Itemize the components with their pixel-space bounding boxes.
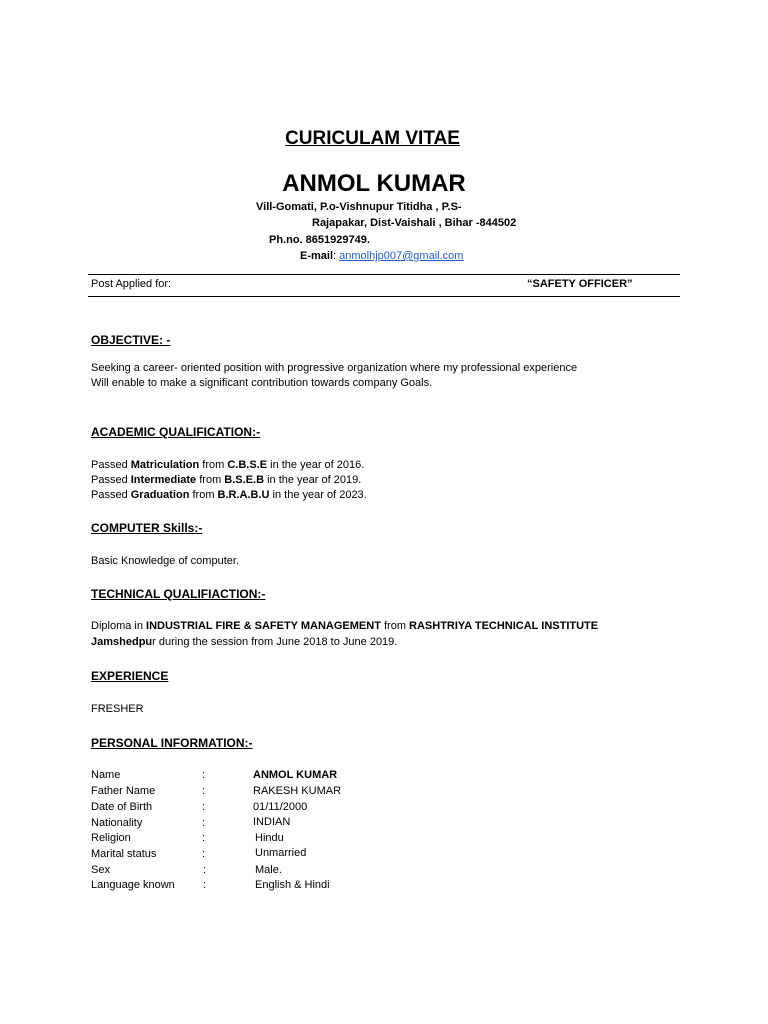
personal-colon: :: [202, 848, 206, 860]
academic-level: Matriculation: [130, 459, 200, 471]
experience-heading: EXPERIENCE: [91, 669, 169, 683]
academic-text: Passed: [91, 489, 131, 501]
personal-colon: :: [203, 879, 207, 891]
academic-row: [91, 489, 367, 501]
academic-text: from: [189, 489, 218, 501]
personal-heading: PERSONAL INFORMATION:-: [91, 736, 253, 750]
personal-value: ANMOL KUMAR: [253, 769, 338, 781]
technical-line-1: [91, 620, 598, 632]
personal-label: Sex: [91, 864, 110, 876]
email-label: E-mail: [300, 250, 334, 262]
academic-level: Intermediate: [130, 474, 197, 486]
email-link[interactable]: anmolhjp007@gmail.com: [339, 250, 464, 262]
personal-label: Marital status: [91, 848, 157, 860]
computer-heading: COMPUTER Skills:-: [91, 521, 203, 535]
academic-board: B.R.A.B.U: [217, 489, 270, 501]
personal-value: Unmarried: [255, 847, 307, 859]
personal-value: Male.: [255, 864, 282, 876]
academic-row: [91, 459, 364, 471]
document-title: CURICULAM VITAE: [285, 128, 460, 149]
experience-text: FRESHER: [91, 703, 144, 715]
personal-colon: :: [203, 864, 207, 876]
personal-colon: :: [202, 801, 206, 813]
academic-level: Graduation: [130, 489, 190, 501]
technical-text: from: [380, 620, 410, 632]
personal-value: Hindu: [255, 832, 284, 844]
personal-label: Name: [91, 769, 121, 781]
personal-colon: :: [202, 785, 206, 797]
technical-line-2: [91, 636, 397, 648]
academic-row: [91, 474, 361, 486]
computer-text: Basic Knowledge of computer.: [91, 555, 239, 567]
address-line-2: Rajapakar, Dist-Vaishali , Bihar -844502: [312, 217, 517, 229]
personal-label: Religion: [91, 832, 131, 844]
personal-label: Nationality: [91, 817, 143, 829]
academic-text: from: [199, 459, 228, 471]
academic-heading: ACADEMIC QUALIFICATION:-: [91, 425, 261, 439]
personal-label: Father Name: [91, 785, 156, 797]
technical-heading: TECHNICAL QUALIFIACTION:-: [91, 587, 266, 601]
academic-year: in the year of 2016.: [267, 459, 365, 471]
phone-number: Ph.no. 8651929749.: [269, 234, 370, 246]
personal-value: 01/11/2000: [253, 801, 308, 813]
technical-institute: RASHTRIYA TECHNICAL INSTITUTE: [409, 620, 599, 632]
academic-text: from: [196, 474, 225, 486]
personal-colon: :: [202, 817, 206, 829]
technical-session: r during the session from June 2018 to June 2019.: [152, 636, 398, 648]
personal-colon: :: [202, 832, 206, 844]
objective-heading: OBJECTIVE: -: [91, 333, 171, 347]
address-line-1: Vill-Gomati, P.o-Vishnupur Titidha , P.S-: [256, 201, 462, 213]
personal-label: Date of Birth: [91, 801, 153, 813]
objective-line-2: Will enable to make a significant contribution towards company Goals.: [91, 377, 433, 389]
divider-top: [88, 274, 680, 275]
personal-value: RAKESH KUMAR: [253, 785, 342, 797]
academic-text: Passed: [91, 459, 131, 471]
academic-text: Passed: [91, 474, 131, 486]
divider-bottom: [88, 296, 680, 297]
personal-value: English & Hindi: [255, 879, 330, 891]
technical-city: Jamshedpu: [91, 636, 153, 648]
academic-board: C.B.S.E: [227, 459, 268, 471]
post-value: “SAFETY OFFICER”: [527, 278, 633, 290]
academic-year: in the year of 2019.: [264, 474, 362, 486]
email-line: [300, 250, 463, 262]
academic-board: B.S.E.B: [224, 474, 265, 486]
post-label: Post Applied for:: [91, 278, 172, 290]
technical-course: INDUSTRIAL FIRE & SAFETY MANAGEMENT: [146, 620, 381, 632]
personal-value: INDIAN: [253, 816, 291, 828]
technical-text: Diploma in: [91, 620, 147, 632]
academic-year: in the year of 2023.: [269, 489, 367, 501]
personal-colon: :: [202, 769, 206, 781]
personal-label: Language known: [91, 879, 175, 891]
email-separator: :: [333, 250, 340, 262]
candidate-name: ANMOL KUMAR: [282, 170, 466, 197]
objective-line-1: Seeking a career- oriented position with progressive organization where my professional experience: [91, 362, 578, 374]
